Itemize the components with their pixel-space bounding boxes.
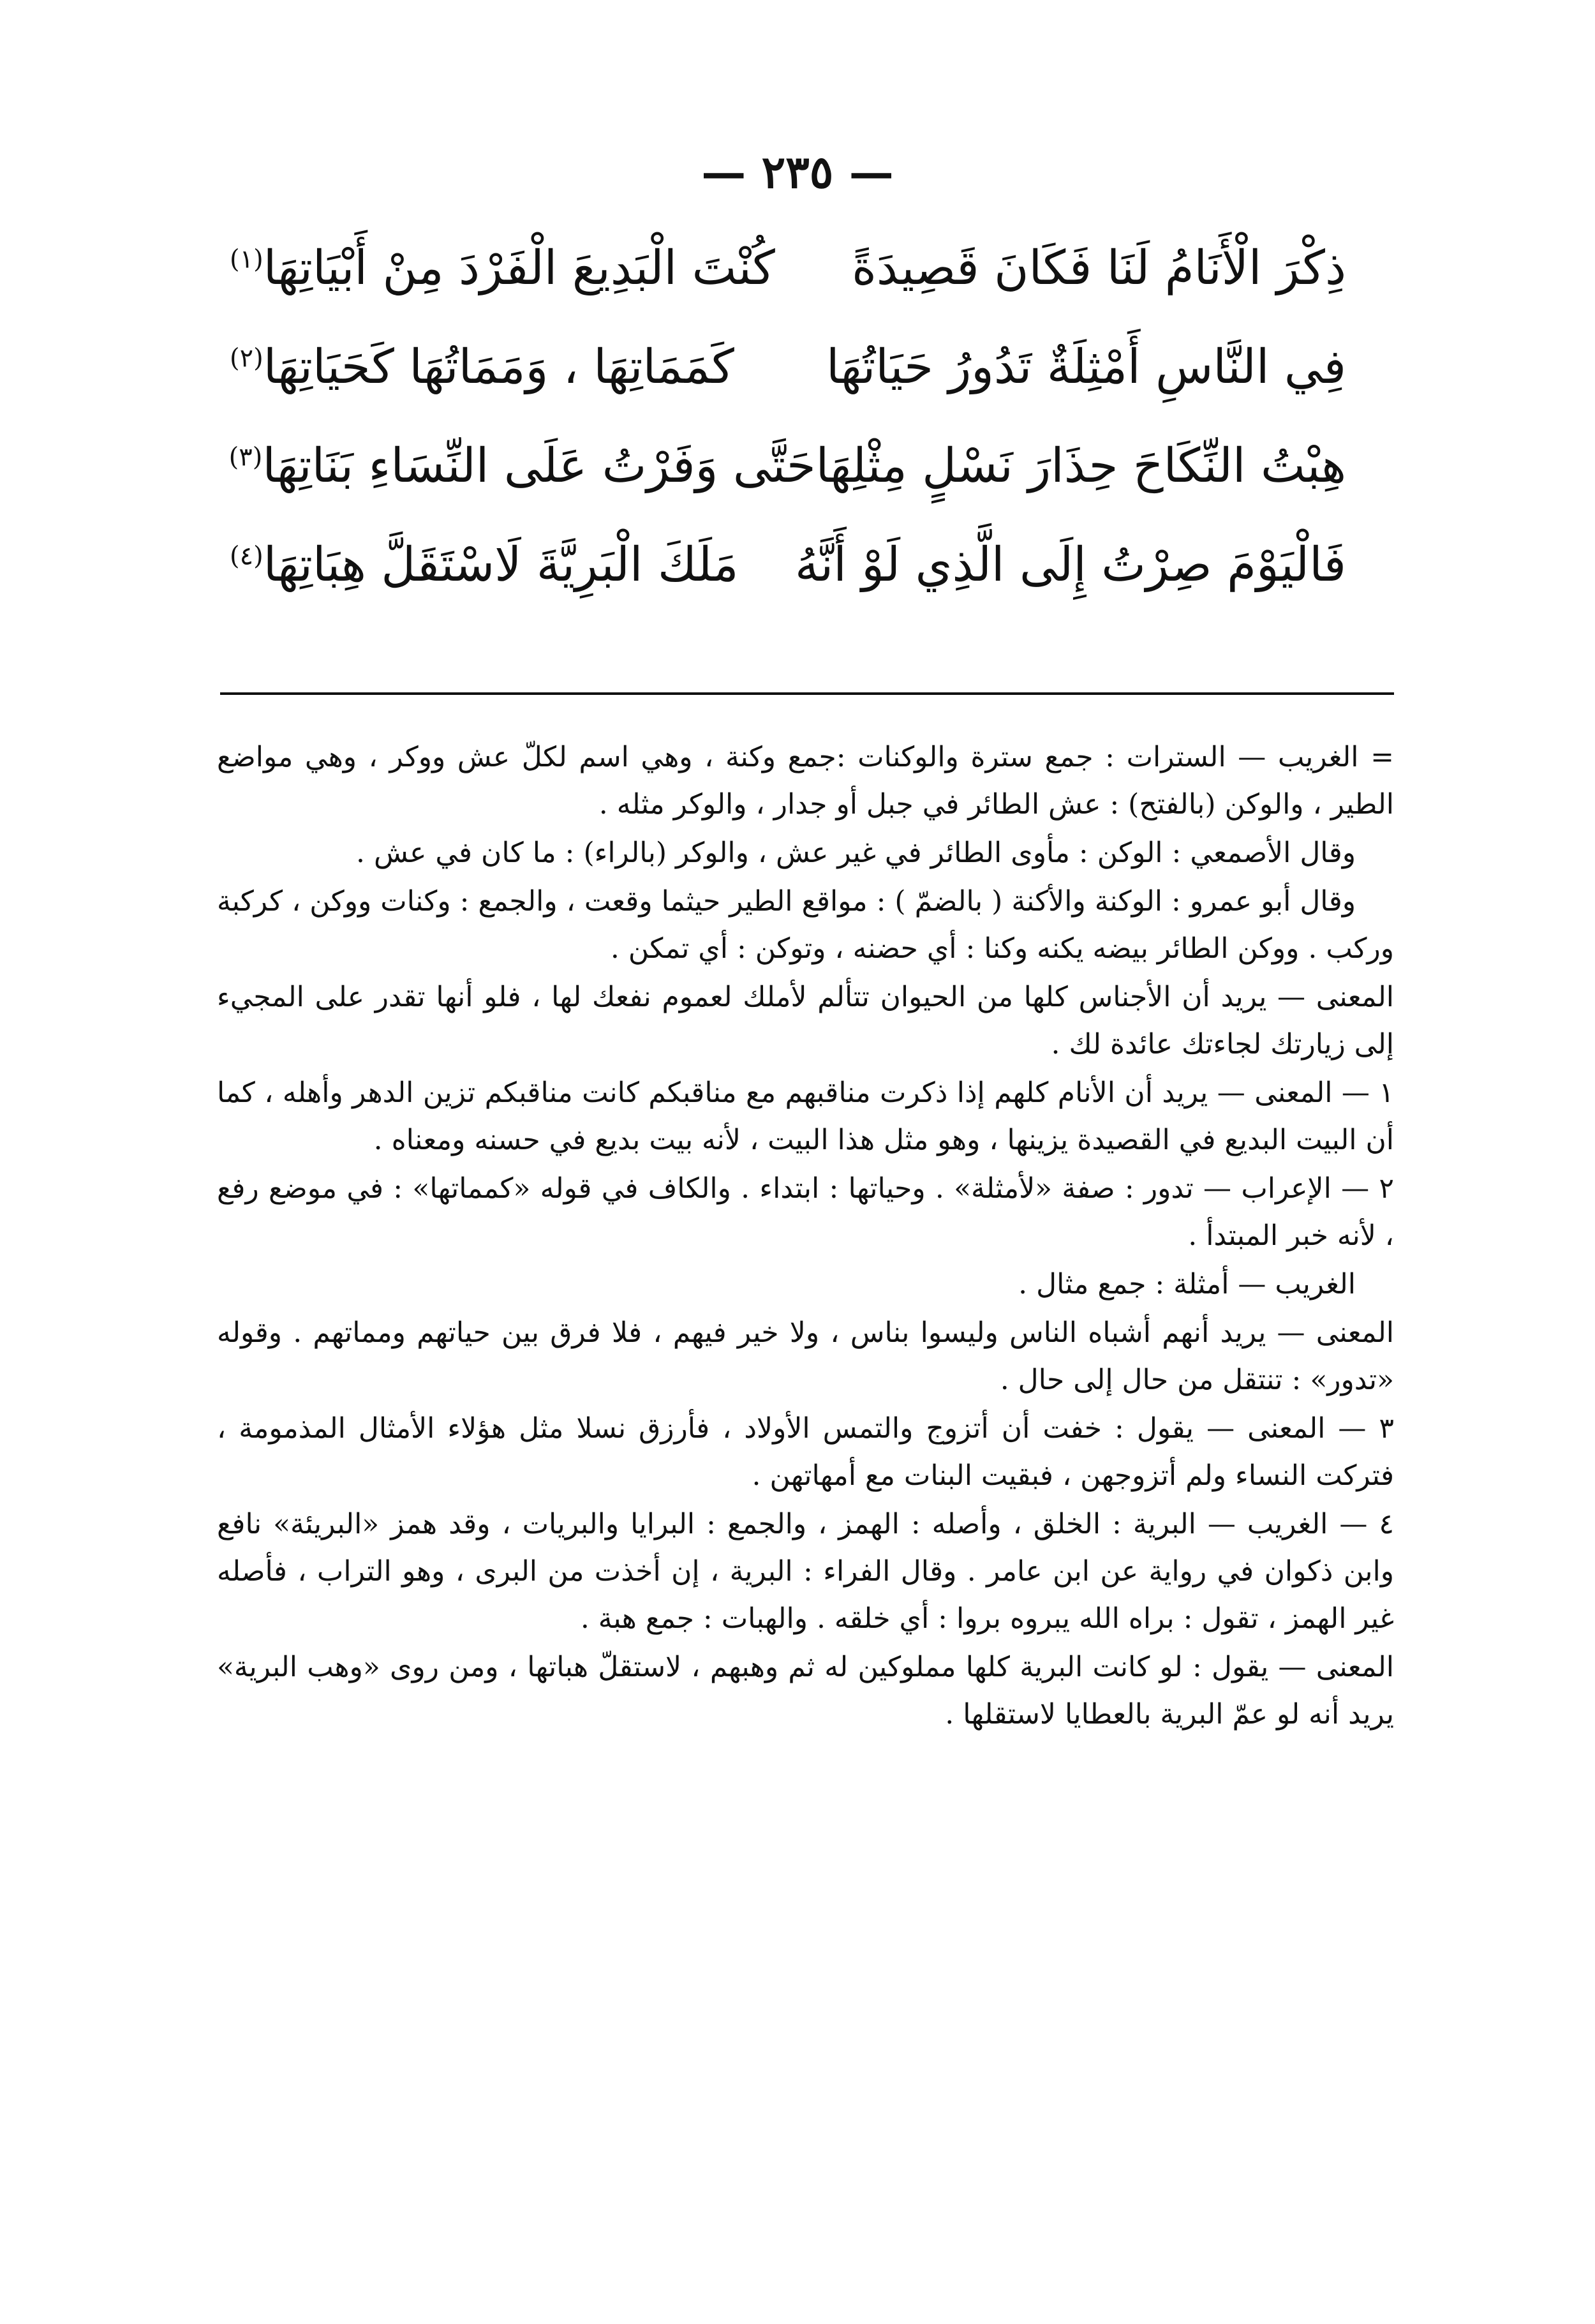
verse-line bbox=[230, 341, 1346, 440]
footnote-paragraph: المعنى — يقول : لو كانت البرية كلها مملوكين له ثم وهبهم ، لاستقلّ هباتها ، ومن روى «وهب البرية» يريد أنه لو عمّ البرية بالعطايا لاستقلها . bbox=[217, 1651, 1394, 1731]
footnote-paragraph: ٣ — المعنى — يقول : خفت أن أتزوج والتمس الأولاد ، فأرزق نسلا مثل هؤلاء الأمثال المذمومة ، فتركت النساء ولم أتزوجهن ، فبقيت البنات مع أمهاتهن . bbox=[217, 1412, 1394, 1492]
footnote-paragraph: المعنى — يريد أنهم أشباه الناس وليسوا بناس ، ولا خير فيهم ، فلا فرق بين حياتهم ومماتهم . وقوله «تدور» : تنتقل من حال إلى حال . bbox=[217, 1316, 1394, 1396]
footnote-marker: (٢) bbox=[230, 343, 263, 373]
footnote-paragraph: = الغريب — السترات : جمع سترة والوكنات :جمع وكنة ، وهي اسم لكلّ عش ووكر ، وهي مواضع الطير ، والوكن (بالفتح) : عش الطائر في جبل أو جدار ، والوكر مثله . bbox=[217, 741, 1394, 821]
verse-first-hemistich: ذِكْرَ الْأَنَامُ لَنَا فَكَانَ قَصِيدَةً bbox=[852, 241, 1346, 295]
footnote-paragraph: ٢ — الإعراب — تدور : صفة «لأمثلة» . وحياتها : ابتداء . والكاف في قوله «كمماتها» : في موضع رفع ، لأنه خبر المبتدأ . bbox=[217, 1172, 1394, 1252]
footnote-marker: (٤) bbox=[230, 541, 263, 571]
footnote-paragraph: ١ — المعنى — يريد أن الأنام كلهم إذا ذكرت مناقبهم مع مناقبكم كانت مناقبكم تزين الدهر وأهله ، كما أن البيت البديع في القصيدة يزينها ، وهو مثل هذا البيت ، لأنه بيت بديع في حسنه ومعناه . bbox=[217, 1076, 1394, 1156]
verse-second-hemistich: كُنْتَ الْبَدِيعَ الْفَرْدَ مِنْ أَبْيَاتِهَا$^{(١)}$ bbox=[230, 241, 775, 295]
footnote-paragraph: وقال الأصمعي : الوكن : مأوى الطائر في غير عش ، والوكر (بالراء) : ما كان في عش . bbox=[356, 837, 1356, 869]
footnote-paragraph: المعنى — يريد أن الأجناس كلها من الحيوان تتألم لأملك لعموم نفعك لها ، فلو أنها تقدر على المجيء إلى زيارتك لجاءتك عائدة لك . bbox=[217, 981, 1394, 1061]
footnote-paragraph: وقال أبو عمرو : الوكنة والأكنة ( بالضمّ ) : مواقع الطير حيثما وقعت ، والجمع : وكنات ووكن ، كركبة وركب . ووكن الطائر بيضه يكنه وكنا : أي حضنه ، وتوكن : أي تمكن . bbox=[217, 885, 1394, 965]
poem-verses bbox=[230, 242, 1346, 638]
page-number: — ٢٣٥ — bbox=[701, 145, 894, 198]
verse-line bbox=[230, 242, 1346, 341]
footnote-marker: (١) bbox=[230, 244, 263, 274]
verse-line bbox=[230, 440, 1346, 539]
verse-first-hemistich: فَالْيَوْمَ صِرْتُ إِلَى الَّذِي لَوْ أَنَّهُ bbox=[794, 537, 1346, 592]
verse-first-hemistich: فِي النَّاسِ أَمْثِلَةٌ تَدُورُ حَيَاتُهَا bbox=[826, 339, 1346, 394]
verse-second-hemistich: حَتَّى وَفَرْتُ عَلَى النِّسَاءِ بَنَاتِهَا$^{(٣)}$ bbox=[228, 438, 816, 493]
verse-second-hemistich: كَمَمَاتِهَا ، وَمَمَاتُهَا كَحَيَاتِهَا$^{(٢)}$ bbox=[230, 339, 734, 394]
footnote-paragraph: ٤ — الغريب — البرية : الخلق ، وأصله : الهمز ، والجمع : البرايا والبريات ، وقد همز «البريئة» نافع وابن ذكوان في رواية عن ابن عامر . وقال الفراء : البرية ، إن أخذت من البرى ، وهو التراب ، فأصله غير الهمز ، تقول : براه الله يبروه بروا : أي خلقه . والهبات : جمع هبة . bbox=[217, 1508, 1394, 1635]
footnote-paragraph: الغريب — أمثلة : جمع مثال . bbox=[1018, 1268, 1356, 1300]
verse-second-hemistich: مَلَكَ الْبَرِيَّةَ لَاسْتَقَلَّ هِبَاتِهَا$^{(٤)}$ bbox=[230, 537, 739, 592]
verse-line bbox=[230, 539, 1346, 638]
footnotes bbox=[217, 734, 1394, 1739]
footnote-divider bbox=[220, 692, 1394, 695]
verse-first-hemistich: هِبْتُ النِّكَاحَ حِذَارَ نَسْلٍ مِثْلِهَا bbox=[815, 438, 1346, 493]
footnote-marker: (٣) bbox=[228, 442, 263, 472]
